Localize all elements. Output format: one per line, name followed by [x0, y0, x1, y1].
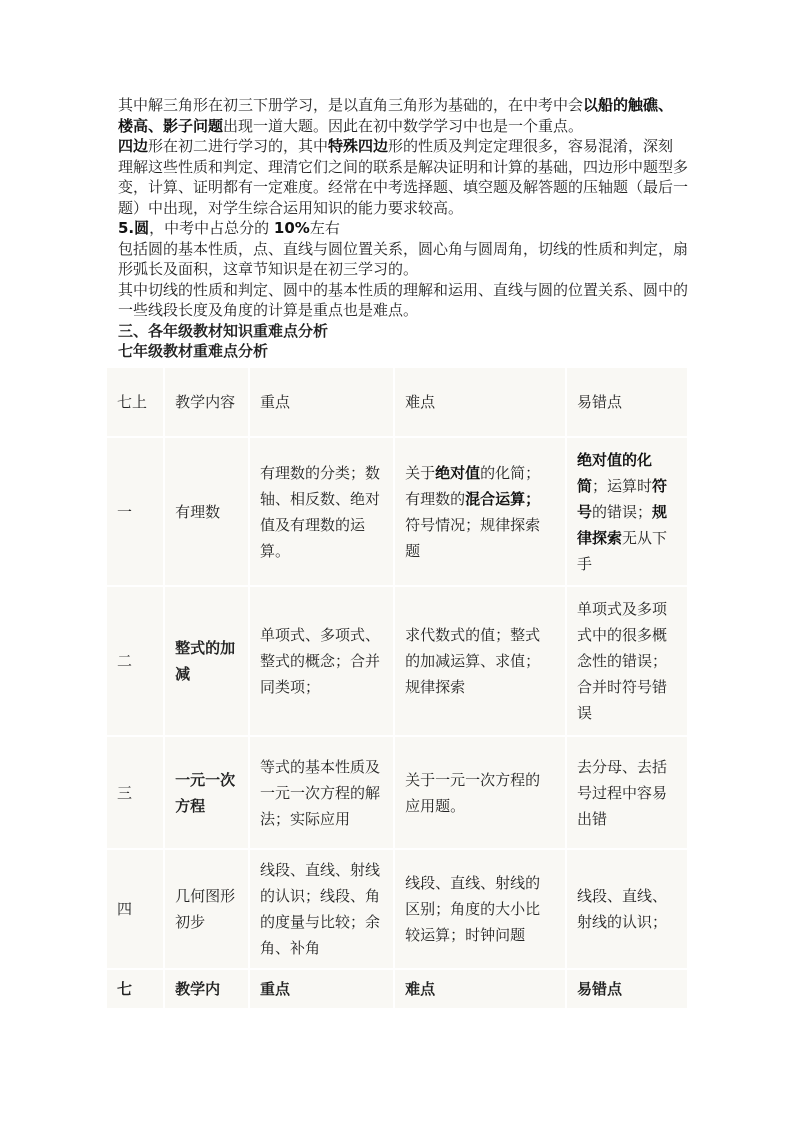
paragraph-circle-keypoints: 其中切线的性质和判定、圆中的基本性质的理解和运用、直线与圆的位置关系、圆中的一些线段长度及角度的计算是重点也是难点。	[118, 280, 689, 319]
subsection-heading: 七年级教材重难点分析	[118, 342, 269, 360]
row-content: 有理数	[165, 438, 248, 585]
body-text	[118, 95, 688, 362]
text-span: 的错误；	[591, 502, 652, 521]
row-error: 单项式及多项式中的很多概念性的错误；合并时符号错误	[567, 587, 687, 735]
header-error: 易错点	[567, 368, 687, 436]
text-span: 符号情况；规律探索题	[405, 515, 541, 560]
header-error: 易错点	[567, 970, 687, 1008]
row-content: 整式的加减	[165, 587, 248, 735]
row-error: 线段、直线、射线的认识；	[567, 850, 687, 968]
header-hard: 难点	[395, 368, 565, 436]
bold-text: 混合运算；	[465, 489, 541, 508]
header-content: 教学内容	[165, 368, 248, 436]
text-span: 的化简；有理数的	[405, 463, 541, 508]
row-hard: 关于一元一次方程的应用题。	[395, 737, 565, 848]
paragraph-triangle	[118, 95, 688, 136]
row-content: 一元一次方程	[165, 737, 248, 848]
table-header-row	[107, 368, 687, 436]
table-row	[107, 850, 687, 968]
section-heading: 三、各年级教材知识重难点分析	[118, 321, 329, 340]
row-key: 单项式、多项式、整式的概念；合并同类项；	[250, 587, 393, 735]
paragraph-circle-title	[118, 218, 688, 239]
row-number: 四	[107, 850, 163, 968]
row-hard	[395, 438, 565, 585]
row-content: 几何图形初步	[165, 850, 248, 968]
header-grade: 七	[107, 970, 163, 1008]
row-error	[567, 438, 687, 585]
text-span: 无从下手	[576, 528, 667, 573]
header-grade: 七上	[107, 368, 163, 436]
table-row	[107, 587, 687, 735]
row-key: 有理数的分类；数轴、相反数、绝对值及有理数的运算。	[250, 438, 393, 585]
bold-text: 特殊四边	[328, 137, 389, 155]
row-hard: 求代数式的值；整式的加减运算、求值；规律探索	[395, 587, 565, 735]
header-content: 教学内	[165, 970, 248, 1008]
bold-text: 符号	[576, 476, 667, 521]
row-number: 二	[107, 587, 163, 735]
header-hard: 难点	[395, 970, 565, 1008]
bold-text: 规律探索	[576, 502, 667, 547]
text-span: 出现一道大题。因此在初中数学学习中也是一个重点。	[223, 116, 584, 135]
row-key: 线段、直线、射线的认识；线段、角的度量与比较；余角、补角	[250, 850, 393, 968]
header-key: 重点	[250, 970, 393, 1008]
table-header-row-repeat	[107, 970, 687, 1008]
row-number: 三	[107, 737, 163, 848]
text-span: 左右	[309, 219, 340, 237]
table-row	[107, 438, 687, 585]
row-error: 去分母、去括号过程中容易出错	[567, 737, 687, 848]
text-span: ；运算时	[591, 476, 652, 495]
bold-text: 绝对值	[435, 463, 481, 482]
text-span: 形在初二进行学习的，其中	[148, 137, 329, 155]
bold-text: 以船的触礁、楼高、影子问题	[118, 96, 674, 135]
text-span: 形的性质及判定定理很多，容易混淆，深刻理解这些性质和判定、理清它们之间的联系是解决证明和计算的基础，四边形中题型多变，计算、证明都有一定难度。经常在中考选择题、填空题及解答题的压轴题（最后一题）中出现，对学生综合运用知识的能力要求较高。	[118, 137, 689, 217]
bold-text: 绝对值的化简	[576, 450, 652, 495]
bold-text: 10%	[273, 219, 310, 237]
paragraph-circle-content: 包括圆的基本性质，点、直线与圆位置关系，圆心角与圆周角，切线的性质和判定，扇形弧长及面积，这章节知识是在初三学习的。	[118, 239, 689, 278]
bold-text: 四边	[118, 137, 149, 155]
row-hard: 线段、直线、射线的区别；角度的大小比较运算；时钟问题	[395, 850, 565, 968]
table-row	[107, 737, 687, 848]
row-number: 一	[107, 438, 163, 585]
paragraph-quadrilateral	[118, 136, 688, 218]
header-key: 重点	[250, 368, 393, 436]
row-key: 等式的基本性质及一元一次方程的解法；实际应用	[250, 737, 393, 848]
text-span: ，中考中占总分的	[149, 219, 274, 237]
grade7-analysis-table	[105, 366, 689, 1010]
text-span: 其中解三角形在初三下册学习，是以直角三角形为基础的，在中考中会	[118, 96, 584, 114]
text-span: 关于	[405, 463, 436, 482]
bold-text: 5.圆	[118, 219, 150, 237]
